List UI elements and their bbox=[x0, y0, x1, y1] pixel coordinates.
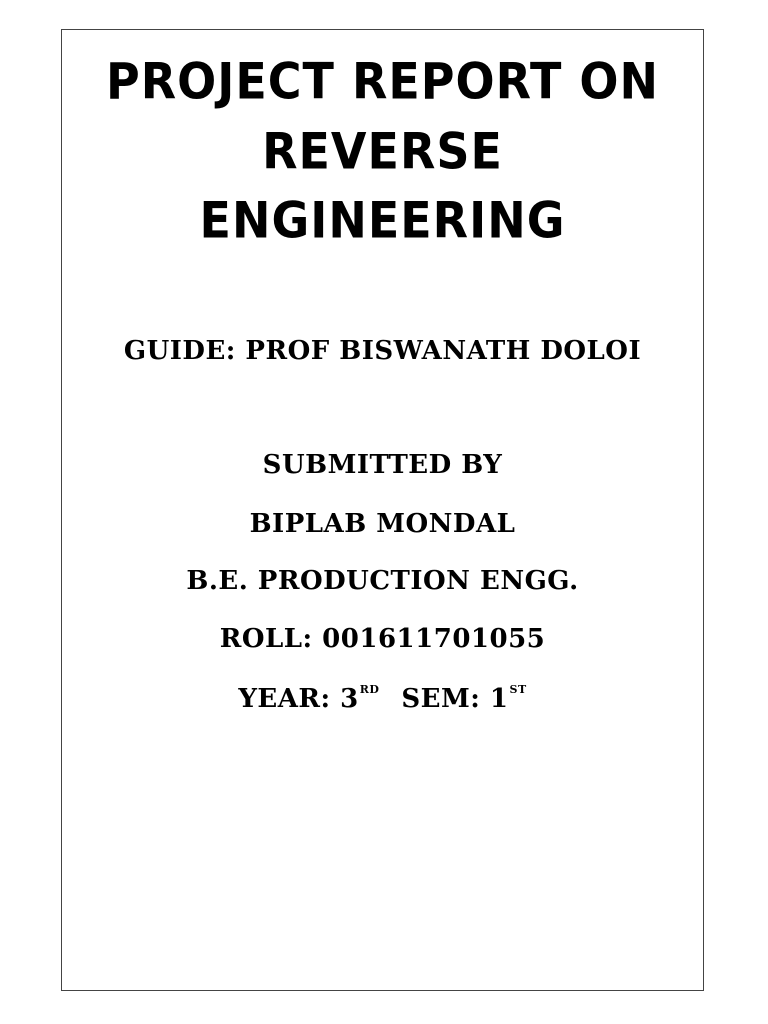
roll-number: ROLL: 001611701055 bbox=[219, 624, 546, 654]
student-name: BIPLAB MONDAL bbox=[249, 509, 516, 539]
year-suffix: RD bbox=[359, 683, 380, 696]
submitted-by-heading: SUBMITTED BY bbox=[262, 450, 503, 480]
semester-label: SEM: 1 bbox=[401, 684, 509, 714]
guide-line: GUIDE: PROF BISWANATH DOLOI bbox=[123, 336, 642, 366]
year-label: YEAR: 3 bbox=[238, 684, 359, 714]
title-line-1: PROJECT REPORT ON bbox=[106, 51, 659, 111]
course-name: B.E. PRODUCTION ENGG. bbox=[186, 566, 579, 596]
title-line-2: REVERSE bbox=[262, 121, 503, 181]
title-line-3: ENGINEERING bbox=[199, 190, 566, 250]
year-semester-line bbox=[61, 684, 704, 712]
semester-suffix: ST bbox=[509, 683, 527, 696]
